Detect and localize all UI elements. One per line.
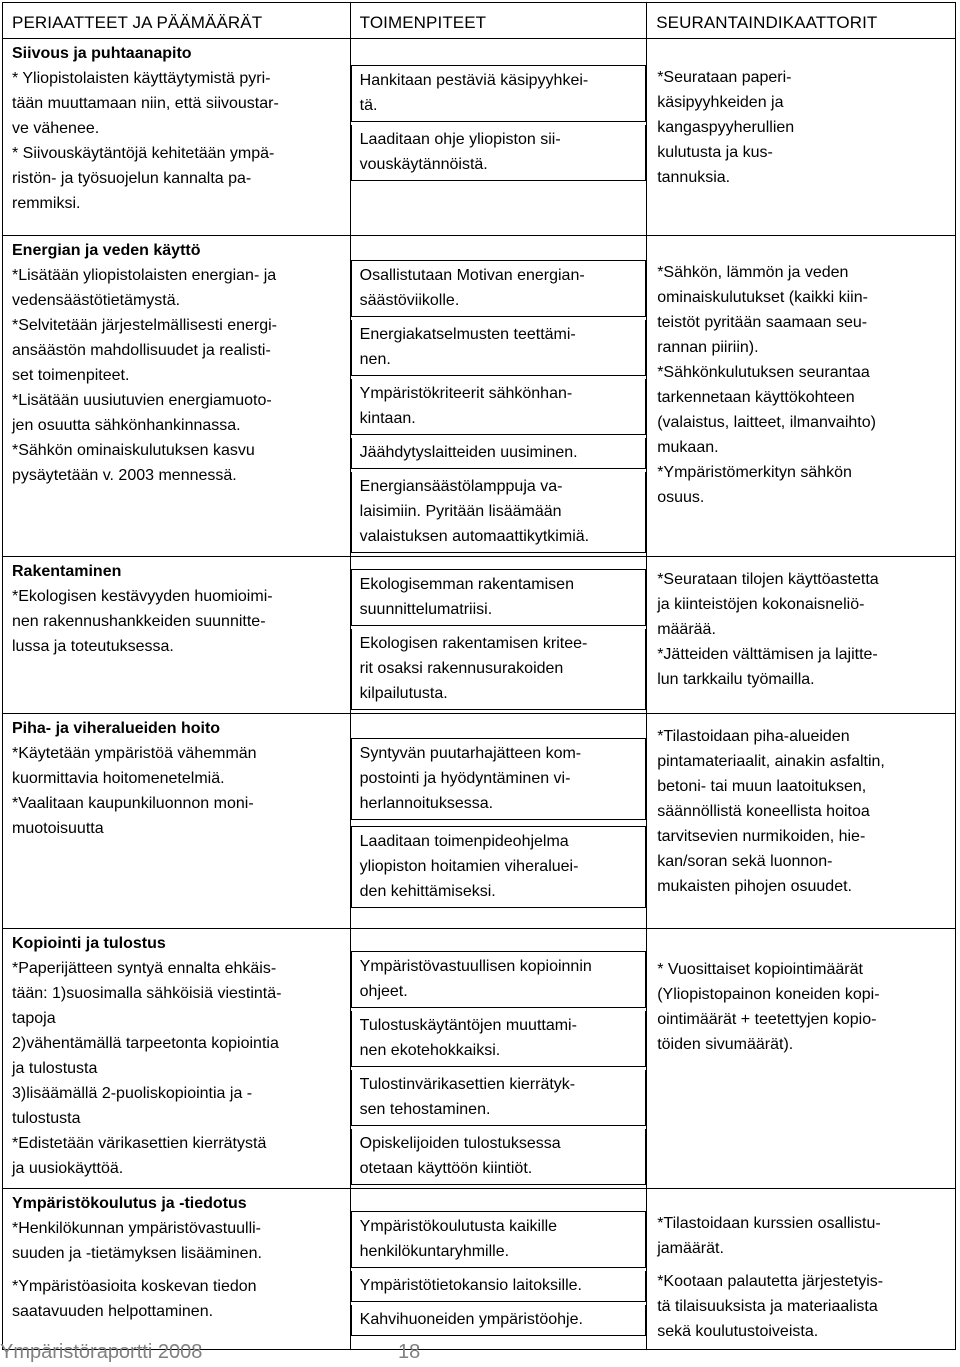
header-actions: TOIMENPITEET	[350, 3, 647, 39]
section-indicators: *Sähkön, lämmön ja veden ominaiskulutukset (kaikki kiin- teistöt pyritään saamaan seu- rannan piiriin). *Sähkönkulutuksen seurantaa tarkennetaan käyttökohteen (valaistus, laitteet, ilmanvaihto) mukaan. *Ympäristömerkityn sähkön osuus.	[657, 264, 876, 506]
actions-cell	[350, 39, 647, 236]
action-item: Jäähdytyslaitteiden uusiminen.	[351, 438, 647, 469]
section-title: Rakentaminen	[12, 563, 122, 580]
section-row-construction	[3, 557, 956, 714]
footer-report-name: Ympäristöraportti 2008	[0, 1341, 203, 1363]
indicators-cell	[647, 236, 956, 557]
section-goals: *Ekologisen kestävyyden huomioimi- nen rakennushankkeiden suunnitte- lussa ja toteutuksessa.	[12, 588, 273, 655]
action-item: Laaditaan toimenpideohjelma yliopiston hoitamien viheraluei- den kehittämiseksi.	[351, 826, 647, 908]
action-item: Tulostinvärikasettien kierrätyk- sen tehostaminen.	[351, 1070, 647, 1126]
section-row-grounds	[3, 714, 956, 929]
section-row-printing	[3, 929, 956, 1189]
footer-page-number: 18	[398, 1341, 421, 1363]
indicators-cell	[647, 714, 956, 929]
section-indicators: *Tilastoidaan kurssien osallistu- jamäärät.	[657, 1215, 881, 1257]
action-item: Opiskelijoiden tulostuksessa otetaan käyttöön kiintiöt.	[351, 1129, 647, 1185]
actions-cell	[350, 557, 647, 714]
measures-table	[2, 2, 956, 1350]
section-goals: *Lisätään yliopistolaisten energian- ja vedensäästötietämystä. *Selvitetään järjestelmällisesti energi- ansäästön mahdollisuudet ja realisti- set toimenpiteet. *Lisätään uusiutuvien energiamuoto- jen osuutta sähkönhankinnassa. *Sähkön ominaiskulutuksen kasvu pysäytetään v. 2003 mennessä.	[12, 267, 278, 484]
section-indicators: *Tilastoidaan piha-alueiden pintamateriaalit, ainakin asfaltin, betoni- tai muun laatoituksen, säännöllistä koneellista hoitoa tarvitsevien nurmikoiden, hie- kan/soran sekä luonnon- mukaisten pihojen osuudet.	[657, 728, 885, 895]
action-item: Kahvihuoneiden ympäristöohje.	[351, 1305, 647, 1336]
goals-cell	[3, 1189, 351, 1350]
section-indicators-2: *Kootaan palautetta järjestetyis- tä tilaisuuksista ja materiaalista sekä koulutustoiveista.	[657, 1273, 884, 1340]
goals-cell	[3, 557, 351, 714]
section-row-cleaning	[3, 39, 956, 236]
section-row-education	[3, 1189, 956, 1350]
section-goals-2: *Ympäristöasioita koskevan tiedon saatavuuden helpottaminen.	[12, 1278, 257, 1320]
section-title: Ympäristökoulutus ja -tiedotus	[12, 1195, 247, 1212]
actions-cell	[350, 929, 647, 1189]
action-item: Ympäristövastuullisen kopioinnin ohjeet.	[351, 951, 647, 1008]
section-indicators: * Vuosittaiset kopiointimäärät (Yliopistopainon koneiden kopi- ointimäärät + teetettyjen kopio- töiden sivumäärät).	[657, 961, 880, 1053]
indicators-cell	[647, 39, 956, 236]
goals-cell	[3, 236, 351, 557]
indicators-cell	[647, 929, 956, 1189]
section-title: Piha- ja viheralueiden hoito	[12, 720, 221, 737]
action-item: Laaditaan ohje yliopiston sii- vouskäytännöistä.	[351, 125, 647, 181]
section-title: Kopiointi ja tulostus	[12, 935, 166, 952]
header-principles: PERIAATTEET JA PÄÄMÄÄRÄT	[3, 3, 351, 39]
action-item: Tulostuskäytäntöjen muuttami- nen ekotehokkaiksi.	[351, 1011, 647, 1067]
goals-cell	[3, 929, 351, 1189]
indicators-cell	[647, 1189, 956, 1350]
actions-cell	[350, 714, 647, 929]
action-item: Syntyvän puutarhajätteen kom- postointi ja hyödyntäminen vi- herlannoituksessa.	[351, 738, 647, 820]
action-item: Hankitaan pestäviä käsipyyhkei- tä.	[351, 65, 647, 122]
action-item: Energiansäästölamppuja va- laisimiin. Pyritään lisäämään valaistuksen automaattikytkimiä.	[351, 472, 647, 553]
goals-cell	[3, 39, 351, 236]
action-item: Ympäristökoulutusta kaikille henkilökuntaryhmille.	[351, 1211, 647, 1268]
header-row	[3, 3, 956, 39]
action-item: Osallistutaan Motivan energian- säästöviikolle.	[351, 260, 647, 317]
action-item: Ekologisemman rakentamisen suunnittelumatriisi.	[351, 569, 647, 626]
section-indicators: *Seurataan tilojen käyttöastetta ja kiinteistöjen kokonaisneliö- määrää. *Jätteiden välttämisen ja lajitte- lun tarkkailu työmailla.	[657, 571, 879, 688]
section-goals: *Henkilökunnan ympäristövastuulli- suuden ja -tietämyksen lisääminen.	[12, 1220, 262, 1262]
actions-cell	[350, 236, 647, 557]
section-row-energy	[3, 236, 956, 557]
action-item: Ympäristötietokansio laitoksille.	[351, 1271, 647, 1302]
action-item: Ympäristökriteerit sähkönhan- kintaan.	[351, 379, 647, 435]
section-indicators: *Seurataan paperi- käsipyyhkeiden ja kangaspyyherullien kulutusta ja kus- tannuksia.	[657, 69, 795, 186]
section-goals: *Käytetään ympäristöä vähemmän kuormittavia hoitomenetelmiä. *Vaalitaan kaupunkiluonnon moni- muotoisuutta	[12, 745, 257, 837]
action-item: Ekologisen rakentamisen kritee- rit osaksi rakennusurakoiden kilpailutusta.	[351, 629, 647, 710]
header-indicators: SEURANTAINDIKAATTORIT	[647, 3, 956, 39]
indicators-cell	[647, 557, 956, 714]
section-goals: *Paperijätteen syntyä ennalta ehkäis- tään: 1)suosimalla sähköisiä viestintä- tapoja 2)vähentämällä tarpeetonta kopiointia ja tulostusta 3)lisäämällä 2-puoliskopiointia ja - tulostusta *Edistetään värikasettien kierrätystä ja uusiokäyttöä.	[12, 960, 282, 1177]
goals-cell	[3, 714, 351, 929]
section-title: Energian ja veden käyttö	[12, 242, 201, 259]
actions-cell	[350, 1189, 647, 1350]
section-title: Siivous ja puhtaanapito	[12, 45, 192, 62]
section-goals: * Yliopistolaisten käyttäytymistä pyri- tään muuttamaan niin, että siivoustar- ve vähenee. * Siivouskäytäntöjä kehitetään ympä- ristön- ja työsuojelun kannalta pa- remmiksi.	[12, 70, 279, 212]
action-item: Energiakatselmusten teettämi- nen.	[351, 320, 647, 376]
